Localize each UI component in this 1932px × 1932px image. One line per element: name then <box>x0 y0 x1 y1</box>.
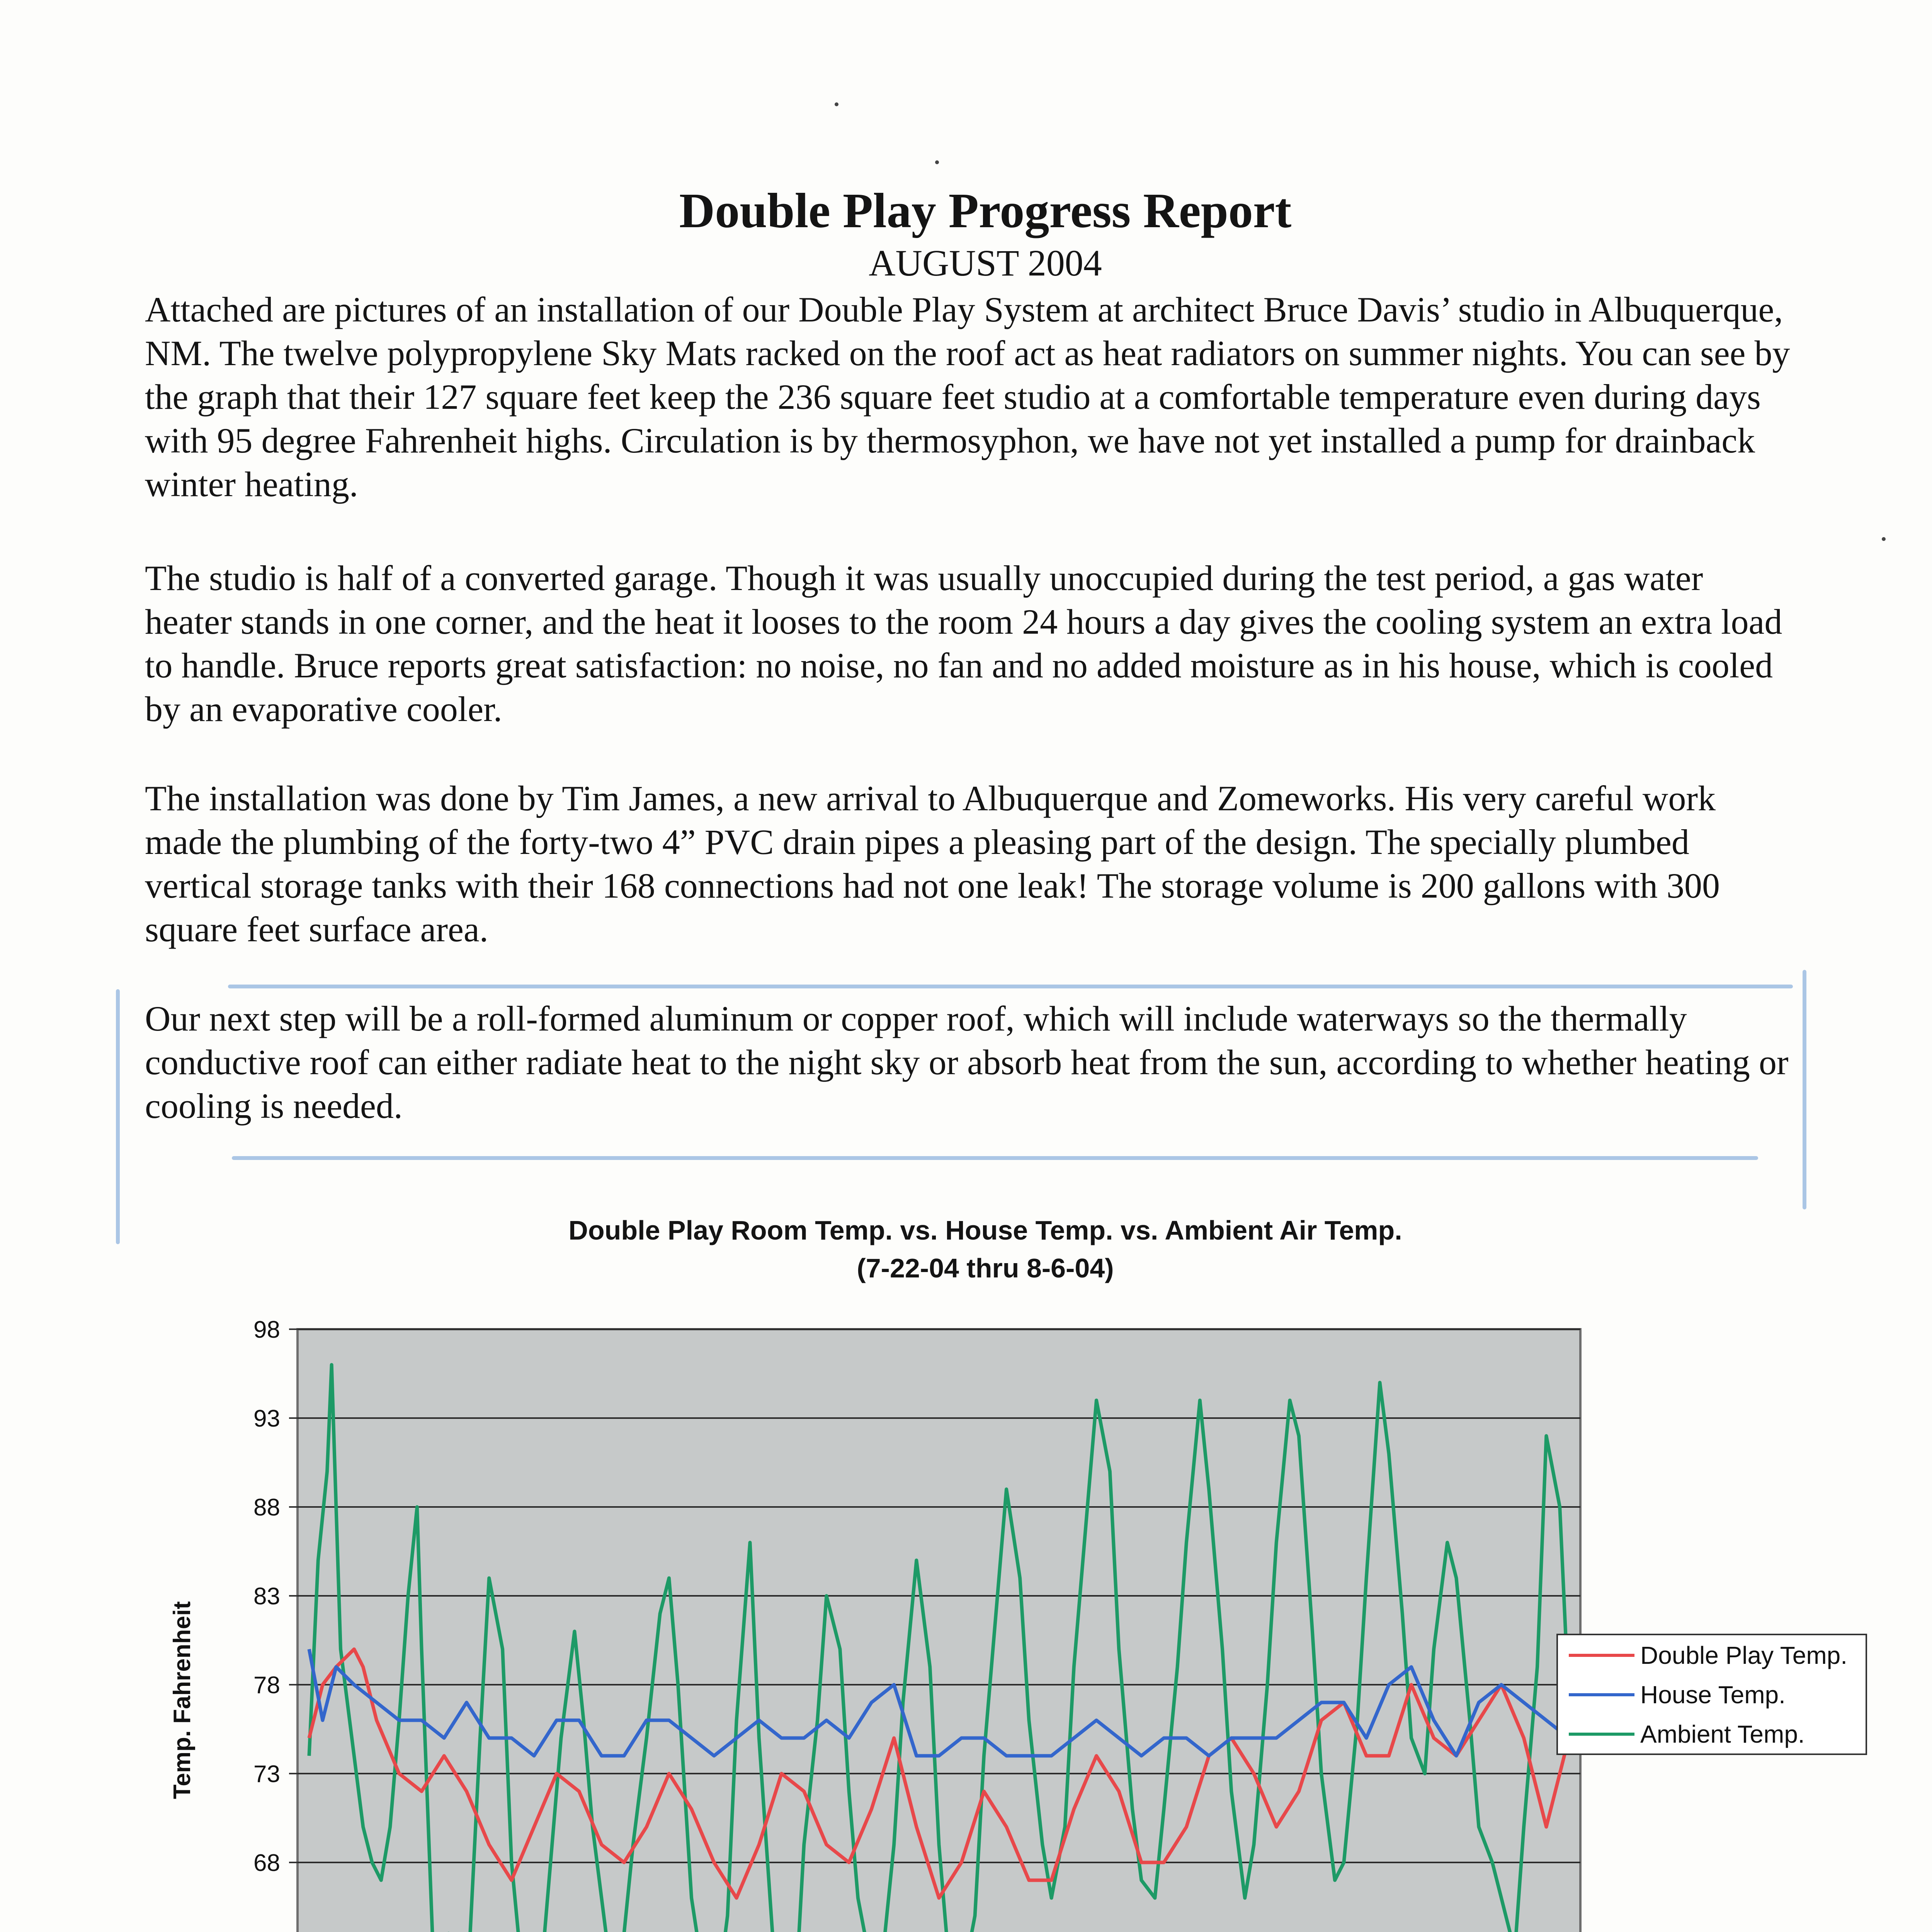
pencil-underline-bottom <box>232 1156 1758 1160</box>
scan-speck <box>935 160 939 164</box>
pencil-bracket-left <box>116 989 120 1244</box>
y-tick-label: 68 <box>253 1850 280 1876</box>
chart-subtitle-line: (7-22-04 thru 8-6-04) <box>857 1253 1114 1283</box>
y-tick-label: 88 <box>253 1494 280 1521</box>
report-date: AUGUST 2004 <box>869 242 1102 284</box>
pencil-underline-top <box>228 985 1793 988</box>
scan-speck <box>835 102 838 106</box>
legend <box>1557 1634 1866 1754</box>
y-tick-label: 78 <box>253 1672 280 1699</box>
scan-speck <box>1882 537 1886 541</box>
y-tick-label: 83 <box>253 1583 280 1610</box>
chart-title-line: Double Play Room Temp. vs. House Temp. vs. Ambient Air Temp. <box>568 1215 1402 1245</box>
y-tick-label: 73 <box>253 1761 280 1787</box>
y-axis-label: Temp. Fahrenheit <box>169 1601 196 1799</box>
paragraph-installation: Attached are pictures of an installation of our Double Play System at architect Bruce Davis’ studio in Albuquerque, NM. The twelve polypropylene Sky Mats racked on the roof act as heat radiators on summer nights. You can see by the graph that their 127 square feet keep the 236 square feet studio at a comfortable temperature even during days with 95 degree Fahrenheit highs. Circulation is by thermosyphon, we have not yet installed a pump for drainback winter heating. <box>145 290 1790 504</box>
paragraph-next-step: Our next step will be a roll-formed aluminum or copper roof, which will include waterways so the thermally conductive roof can either radiate heat to the night sky or absorb heat from the sun, according to whether heating or cooling is needed. <box>145 999 1789 1126</box>
pencil-bracket-right <box>1803 970 1806 1209</box>
legend-label-ambient: Ambient Temp. <box>1640 1720 1805 1748</box>
y-tick-label: 98 <box>253 1316 280 1343</box>
temperature-chart <box>0 1275 1932 1932</box>
paragraph-studio: The studio is half of a converted garage. Though it was usually unoccupied during the test period, a gas water heater stands in one corner, and the heat it looses to the room 24 hours a day gives the cooling system an extra load to handle. Bruce reports great satisfaction: no noise, no fan and no added moisture as in his house, which is cooled by an evaporative cooler. <box>145 558 1782 729</box>
y-tick-label: 93 <box>253 1405 280 1432</box>
legend-label-double-play: Double Play Temp. <box>1640 1641 1847 1669</box>
legend-label-house: House Temp. <box>1640 1681 1786 1709</box>
paragraph-installer: The installation was done by Tim James, a new arrival to Albuquerque and Zomeworks. His very careful work made the plumbing of the forty-two 4” PVC drain pipes a pleasing part of the design. The specially plumbed vertical storage tanks with their 168 connections had not one leak! The storage volume is 200 gallons with 300 square feet surface area. <box>145 779 1720 949</box>
report-title: Double Play Progress Report <box>679 183 1292 238</box>
